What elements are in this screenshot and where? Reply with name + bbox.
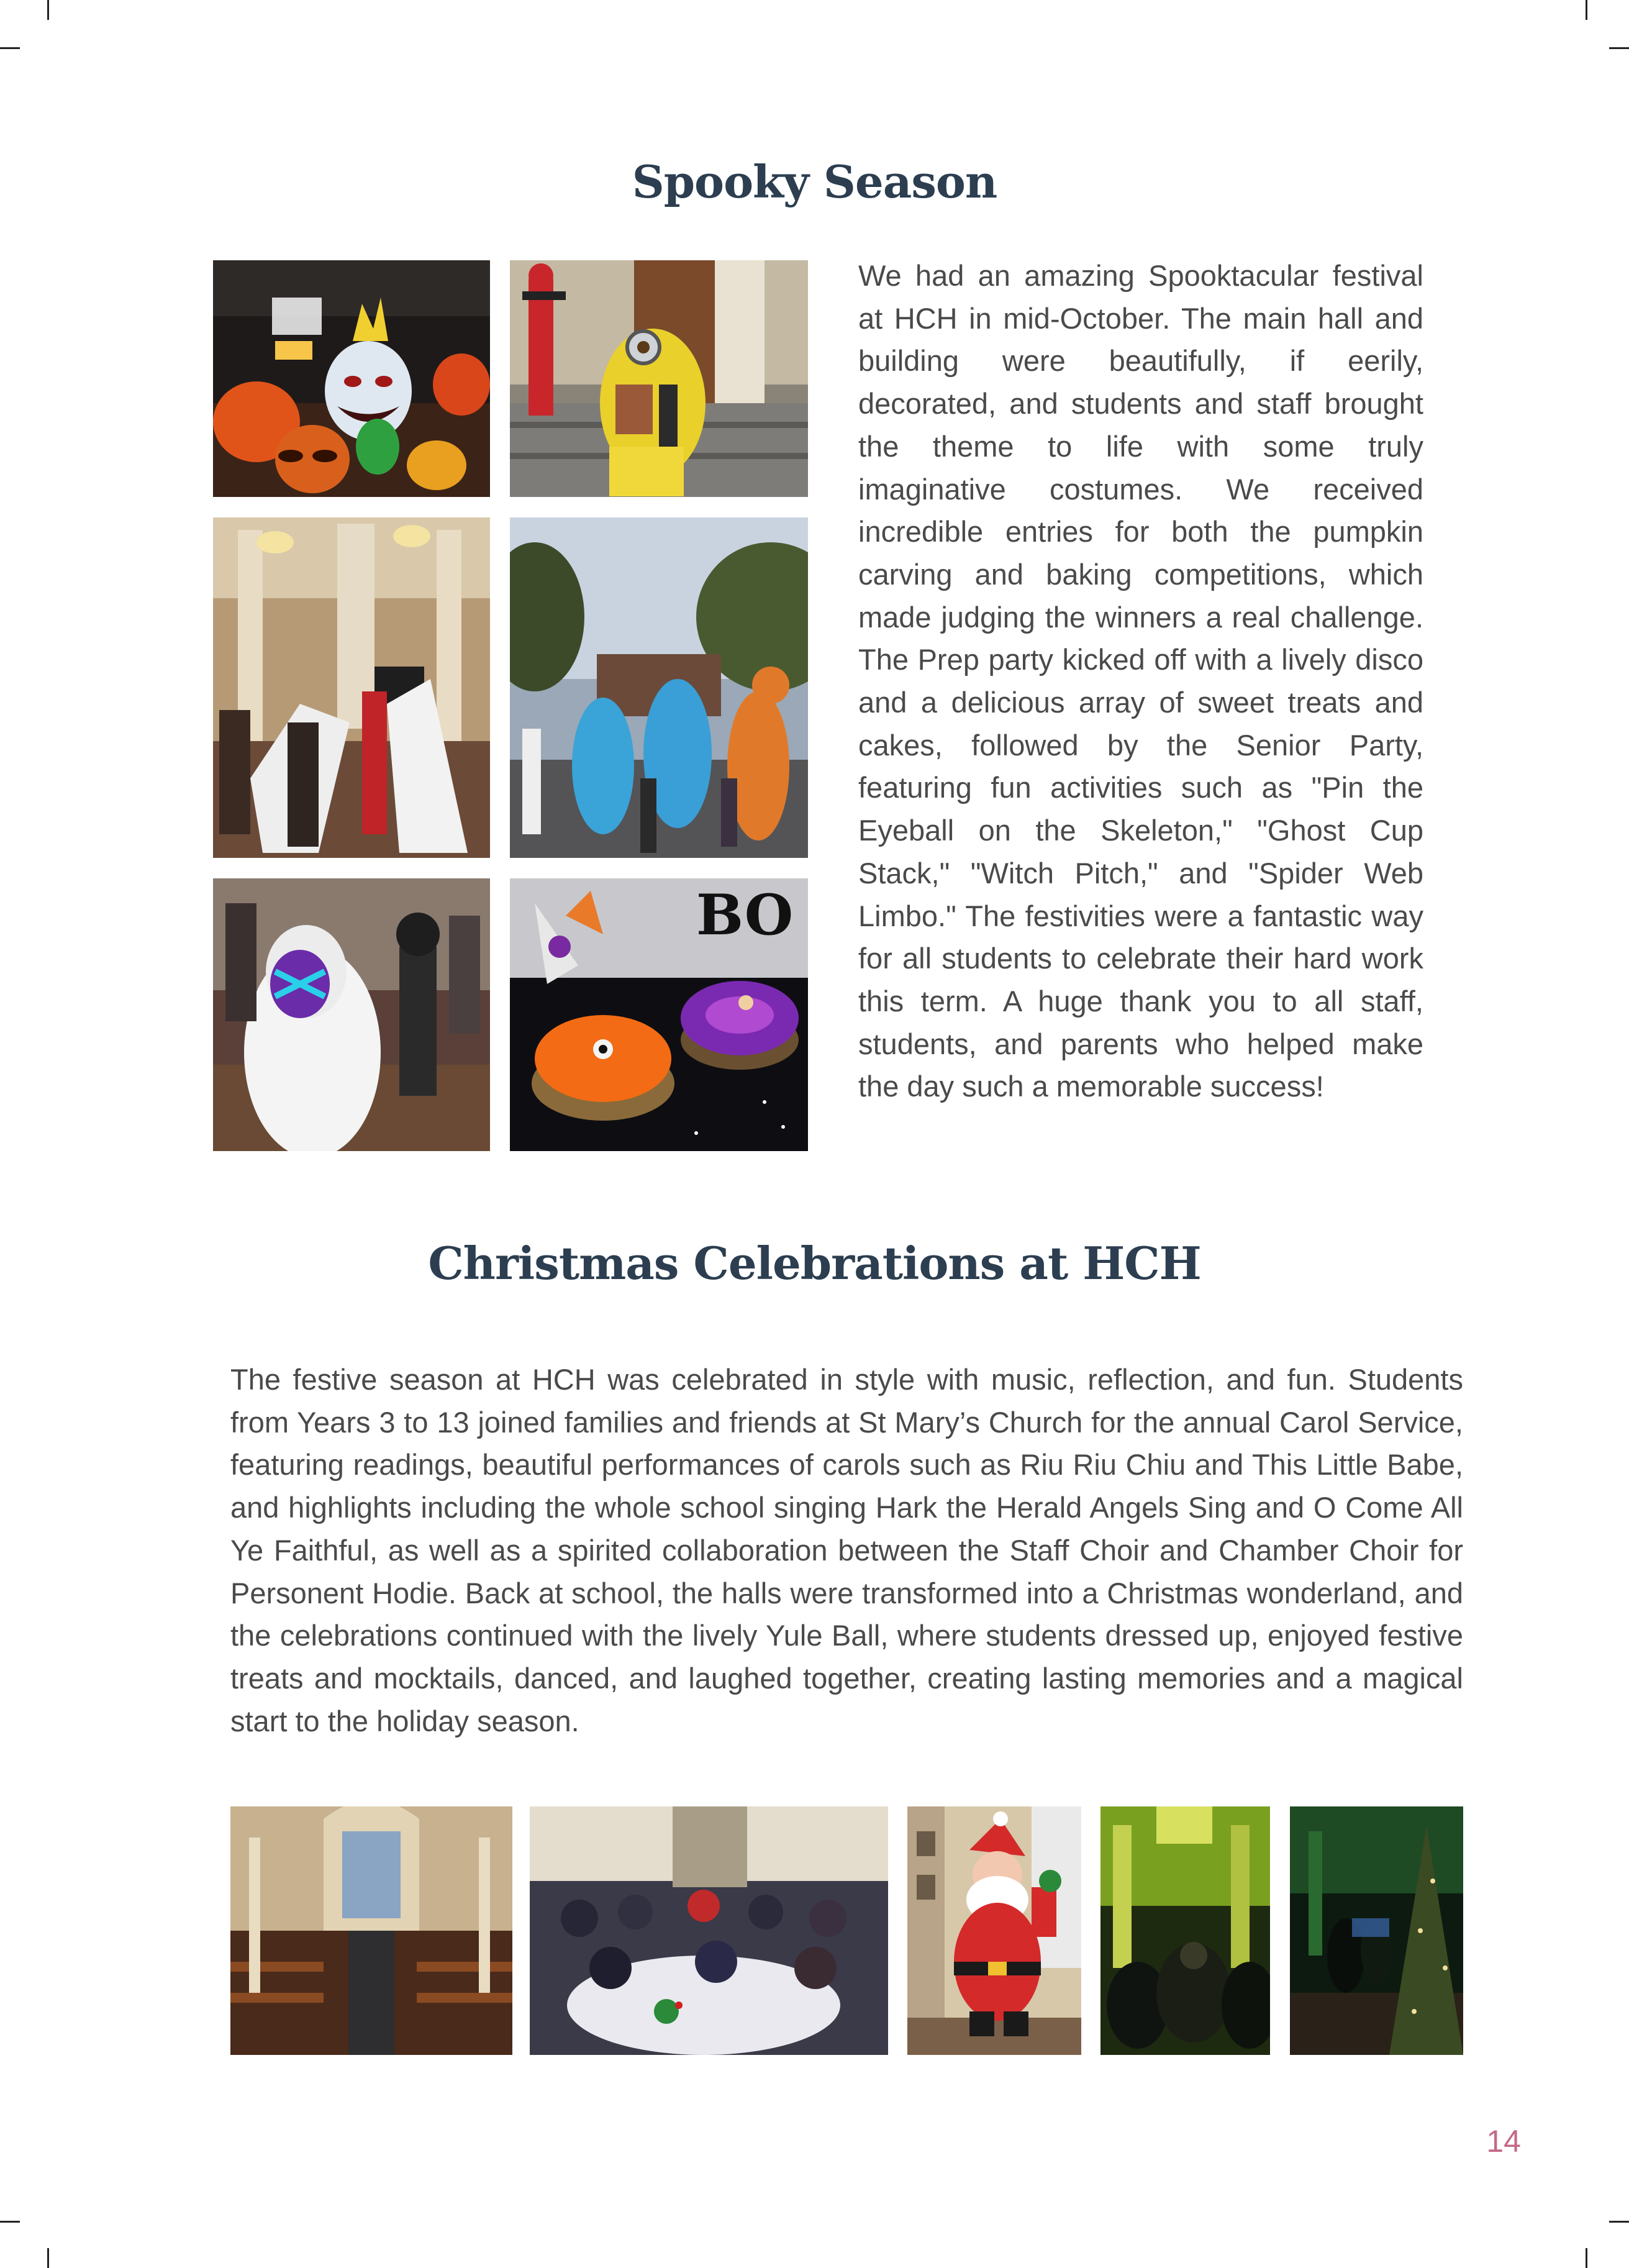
spooky-season-heading: Spooky Season [632, 155, 997, 208]
inflatable-santa-photo [907, 1806, 1081, 2055]
christmas-celebrations-heading: Christmas Celebrations at HCH [428, 1237, 1201, 1290]
crop-mark [1586, 2248, 1587, 2268]
spooky-season-paragraph: We had an amazing Spooktacular festival at HCH in mid-October. The main hall and building were beautifully, if eerily, decorated, and students and staff brought the theme to life with some truly imaginative costumes. We received incredible entries for both the pumpkin carving and baking competitions, which made judging the winners a real challenge. The Prep party kicked off with a lively disco and a delicious array of sweet treats and cakes, followed by the Senior Party, featuring fun activities such as "Pin the Eyeball on the Skeleton," "Ghost Cup Stack," "Witch Pitch," and "Spider Web Limbo." The festivities were a fantastic way for all students to celebrate their hard work this term. A huge thank you to all staff, students, and parents who helped make the day such a memorable success! [858, 259, 1423, 1103]
crop-mark [47, 2248, 49, 2268]
yule-ball-christmas-tree-photo [1290, 1806, 1463, 2055]
christmas-lunch-hall-photo [530, 1806, 888, 2055]
yule-ball-green-lights-photo [1100, 1806, 1270, 2055]
page-number: 14 [1486, 2124, 1521, 2159]
crop-mark [47, 0, 49, 20]
crop-mark [0, 47, 20, 49]
main-hall-photo [213, 517, 490, 858]
inflatable-costumes-photo [510, 517, 808, 858]
boo-sign-text: BO [696, 882, 794, 948]
crop-mark [0, 2221, 20, 2223]
crop-mark [1586, 0, 1587, 20]
halloween-cupcakes-photo [510, 878, 808, 1151]
church-carol-service-photo [230, 1806, 512, 2055]
pumpkin-display-photo [213, 260, 490, 497]
masked-student-photo [213, 878, 490, 1151]
christmas-celebrations-paragraph: The festive season at HCH was celebrated in style with music, reflection, and fun. Students from Years 3 to 13 joined families and friends at St Mary’s Church for the annual Carol Service, featuring readings, beautiful performances of carols such as Riu Riu Chiu and This Little Babe, and highlights including the whole school singing Hark the Herald Angels Sing and O Come All Ye Faithful, as well as a spirited collaboration between the Staff Choir and Chamber Choir for Personent Hodie. Back at school, the halls were transformed into a Christmas wonderland, and the celebrations continued with the lively Yule Ball, where students dressed up, enjoyed festive treats and mocktails, danced, and laughed together, creating lasting memories and a magical start to the holiday season. [230, 1363, 1463, 1737]
crop-mark [1609, 47, 1629, 49]
costumes-on-steps-photo [510, 260, 808, 497]
crop-mark [1609, 2221, 1629, 2223]
